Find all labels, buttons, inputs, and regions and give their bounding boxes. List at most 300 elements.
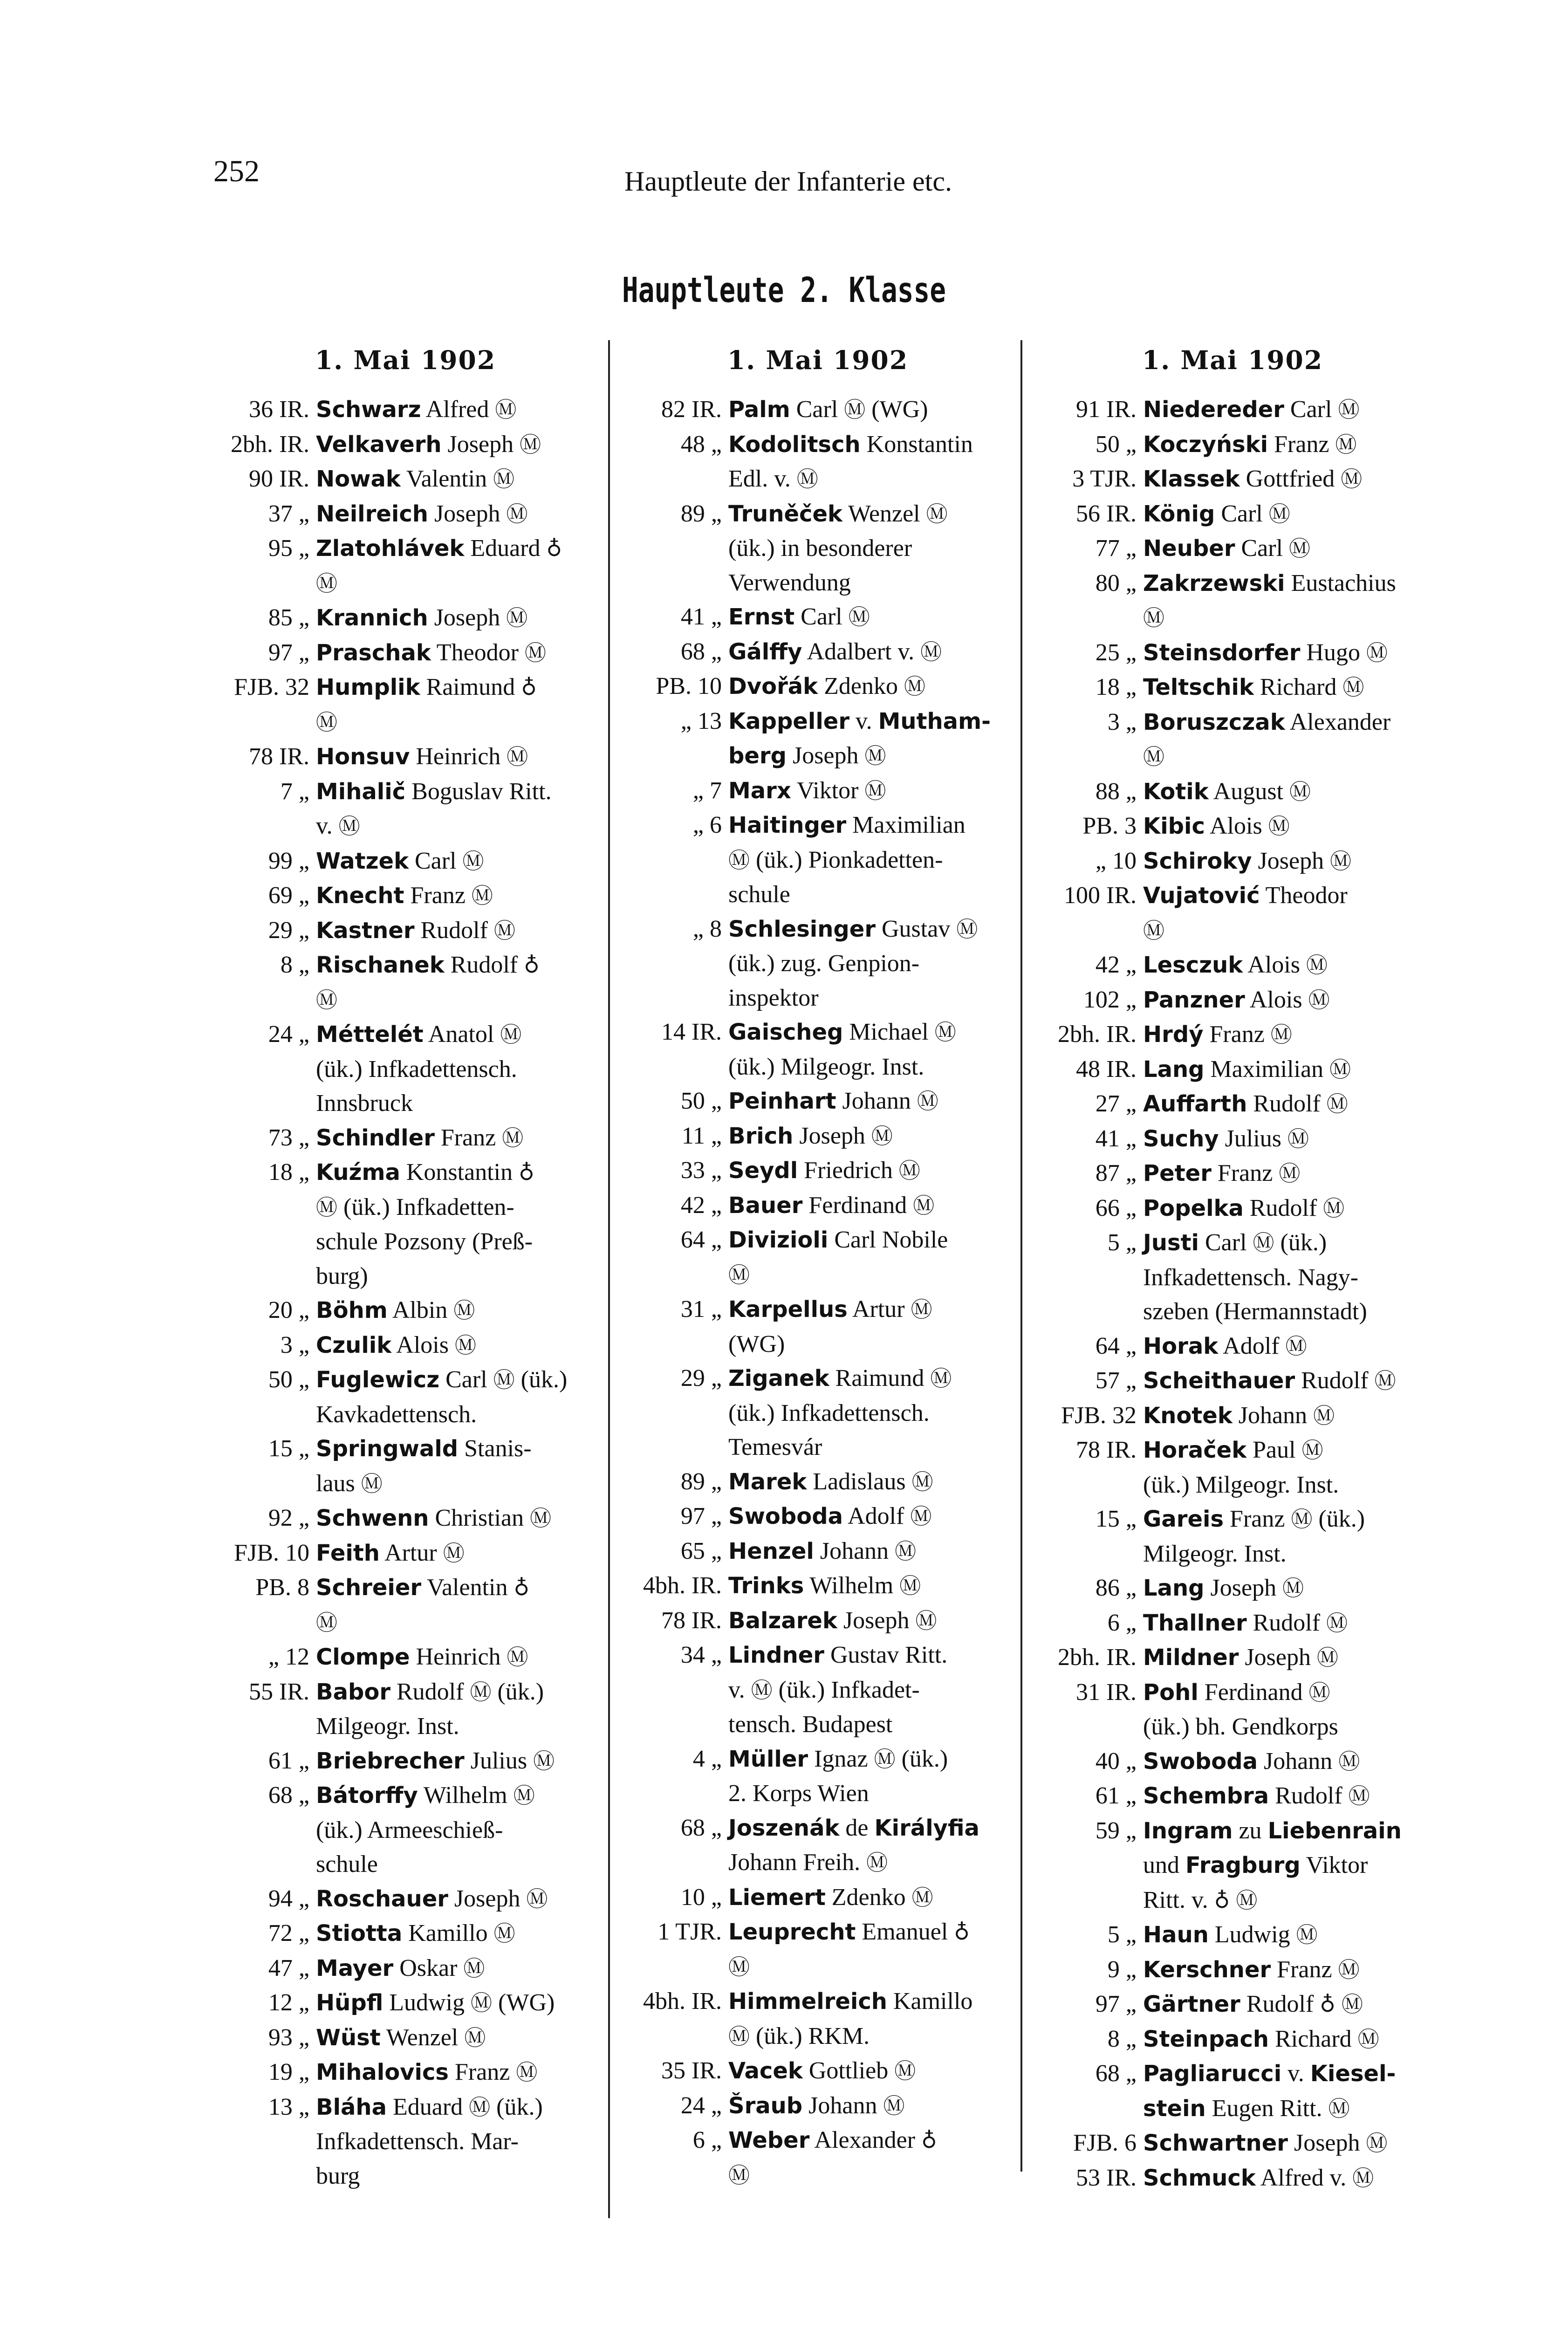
officer-entry-text: Milgeogr. Inst. [1143, 1540, 1287, 1567]
unit-designation [617, 2158, 728, 2193]
list-item [617, 808, 1018, 843]
officer-entry-text: Vacek Gottlieb Ⓜ [728, 2057, 916, 2084]
list-item [205, 392, 606, 427]
unit-designation: 88 „ [1095, 778, 1137, 805]
unit-designation [617, 566, 728, 600]
officer-entry-text: Watzek Carl Ⓜ [316, 847, 484, 874]
officer-entry-text: Schindler Franz Ⓜ [316, 1124, 524, 1151]
unit-designation [205, 1398, 316, 1432]
list-item [617, 1258, 1018, 1293]
list-item [1032, 1052, 1433, 1087]
officer-entry-text: Temesvár [728, 1434, 822, 1460]
list-item [1032, 670, 1433, 705]
officer-list [1032, 392, 1433, 2195]
unit-designation [205, 1605, 316, 1640]
unit-designation [1032, 1468, 1143, 1502]
list-item [1032, 1710, 1433, 1744]
officer-entry-text: Ingram zu Liebenrain [1143, 1817, 1402, 1844]
section-title: Hauptleute 2. Klasse [622, 270, 946, 310]
list-item [205, 1225, 606, 1259]
unit-designation: 20 „ [268, 1297, 309, 1323]
list-item [205, 1536, 606, 1571]
list-item [1032, 1502, 1433, 1537]
list-item [205, 705, 606, 740]
officer-entry-text: Lesczuk Alois Ⓜ [1143, 952, 1328, 978]
list-item [617, 1845, 1018, 1880]
officer-entry-text: Schmuck Alfred v. Ⓜ [1143, 2164, 1374, 2191]
unit-designation: „ 10 [1095, 847, 1137, 874]
unit-designation: 72 „ [268, 1920, 309, 1946]
officer-entry-text: Ⓜ [316, 709, 337, 735]
list-item [1032, 2161, 1433, 2196]
list-item [205, 1675, 606, 1710]
unit-designation: 61 „ [1095, 1782, 1137, 1809]
unit-designation: 50 „ [1095, 431, 1137, 458]
unit-designation: 24 „ [268, 1021, 309, 1048]
list-item [1032, 705, 1433, 740]
officer-entry-text: (ük.) in besonderer [728, 535, 912, 562]
unit-designation: 19 „ [268, 2059, 309, 2085]
list-item [1032, 1156, 1433, 1191]
list-item [617, 1292, 1018, 1327]
officer-entry-text: Zakrzewski Eustachius [1143, 569, 1396, 596]
list-item [1032, 1883, 1433, 1918]
officer-entry-text: schule Pozsony (Preß- [316, 1228, 533, 1255]
list-item [617, 427, 1018, 462]
unit-designation: 41 „ [680, 603, 722, 630]
list-item [205, 1605, 606, 1640]
unit-designation: 6 „ [692, 2127, 722, 2153]
unit-designation: 10 „ [680, 1884, 722, 1911]
unit-designation: 5 „ [1107, 1921, 1137, 1948]
officer-entry-text: Ⓜ (ük.) RKM. [728, 2022, 870, 2049]
officer-entry-text: Schwartner Joseph Ⓜ [1143, 2130, 1388, 2156]
officer-entry-text: Ziganek Raimund Ⓜ [728, 1365, 952, 1391]
unit-designation: FJB. 32 [234, 674, 309, 700]
unit-designation: 2bh. IR. [1058, 1644, 1137, 1671]
unit-designation: 86 „ [1095, 1575, 1137, 1601]
unit-designation: 18 „ [268, 1159, 309, 1186]
unit-designation: 35 IR. [661, 2057, 722, 2084]
unit-designation: 68 „ [268, 1782, 309, 1809]
list-item [617, 1188, 1018, 1223]
list-item [617, 669, 1018, 704]
unit-designation [617, 1673, 728, 1708]
unit-designation [1032, 601, 1143, 636]
unit-designation: 65 „ [680, 1537, 722, 1564]
officer-entry-text: Pohl Ferdinand Ⓜ [1143, 1679, 1330, 1706]
unit-designation: 4 „ [692, 1745, 722, 1772]
list-item [1032, 2022, 1433, 2057]
officer-entry-text: Gaischeg Michael Ⓜ [728, 1019, 956, 1045]
unit-designation [617, 2019, 728, 2054]
unit-designation: 15 „ [1095, 1506, 1137, 1532]
unit-designation [617, 843, 728, 878]
list-item [1032, 1571, 1433, 1606]
list-item [1032, 878, 1433, 913]
officer-entry-text: Popelka Rudolf Ⓜ [1143, 1194, 1345, 1221]
list-item [617, 1499, 1018, 1534]
list-item [1032, 636, 1433, 671]
officer-entry-text: Kavkadettensch. [316, 1401, 477, 1428]
officer-entry-text: (ük.) Milgeogr. Inst. [1143, 1471, 1339, 1498]
list-item [205, 1398, 606, 1432]
officer-entry-text: stein Eugen Ritt. Ⓜ [1143, 2095, 1350, 2122]
list-item [617, 635, 1018, 670]
officer-entry-text: Ⓜ [728, 1954, 750, 1980]
officer-entry-text: Marx Viktor Ⓜ [728, 777, 886, 804]
list-item [617, 1638, 1018, 1673]
officer-entry-text: Fuglewicz Carl Ⓜ (ük.) [316, 1366, 568, 1393]
officer-entry-text: Roschauer Joseph Ⓜ [316, 1885, 548, 1912]
unit-designation: 56 IR. [1076, 500, 1137, 527]
list-item [1032, 1122, 1433, 1157]
officer-entry-text: Böhm Albin Ⓜ [316, 1297, 475, 1323]
officer-entry-text: Trinks Wilhelm Ⓜ [728, 1572, 921, 1599]
unit-designation: PB. 3 [1082, 813, 1137, 839]
unit-designation [205, 1225, 316, 1259]
unit-designation: 25 „ [1095, 639, 1137, 666]
officer-entry-text: Ⓜ [728, 1262, 750, 1288]
officer-entry-text: Ernst Carl Ⓜ [728, 603, 870, 630]
list-item [205, 1916, 606, 1951]
officer-entry-text: Bauer Ferdinand Ⓜ [728, 1192, 935, 1219]
list-item [1032, 427, 1433, 462]
unit-designation [617, 981, 728, 1015]
list-item [1032, 1468, 1433, 1502]
list-item [1032, 462, 1433, 497]
officer-entry-text: Brich Joseph Ⓜ [728, 1122, 893, 1149]
list-item [1032, 2126, 1433, 2161]
list-item [1032, 740, 1433, 774]
officer-entry-text: Bláha Eduard Ⓜ (ük.) [316, 2093, 543, 2120]
column-date-heading: 1. Mai 1902 [1142, 345, 1323, 375]
unit-designation: 37 „ [268, 500, 309, 527]
list-item [617, 1327, 1018, 1362]
officer-entry-text: Verwendung [728, 569, 851, 596]
unit-designation: 64 „ [1095, 1332, 1137, 1359]
unit-designation: PB. 10 [656, 673, 722, 699]
officer-entry-text: Nowak Valentin Ⓜ [316, 466, 515, 492]
list-item [1032, 601, 1433, 636]
officer-entry-text: Leuprecht Emanuel ♁ [728, 1919, 970, 1945]
officer-entry-text: v. Ⓜ (ük.) Infkadet- [728, 1676, 920, 1703]
officer-entry-text: (ük.) zug. Genpion- [728, 950, 920, 977]
officer-entry-text: Müller Ignaz Ⓜ (ük.) [728, 1745, 948, 1772]
officer-entry-text: Méttelét Anatol Ⓜ [316, 1021, 522, 1048]
officer-entry-text: schule [316, 1851, 378, 1878]
column-2 [617, 345, 1018, 2193]
list-item [617, 2123, 1018, 2158]
list-item [617, 877, 1018, 912]
list-item [205, 1328, 606, 1363]
unit-designation [205, 809, 316, 844]
officer-entry-text: Schwenn Christian Ⓜ [316, 1505, 552, 1531]
unit-designation: 31 IR. [1076, 1679, 1137, 1706]
unit-designation: 14 IR. [661, 1019, 722, 1045]
unit-designation [1032, 1848, 1143, 1883]
unit-designation: 40 „ [1095, 1748, 1137, 1775]
officer-entry-text: Klassek Gottfried Ⓜ [1143, 466, 1363, 492]
officer-entry-text: und Fragburg Viktor [1143, 1852, 1368, 1878]
list-item [617, 1153, 1018, 1188]
unit-designation: 3 TJR. [1072, 466, 1137, 492]
officer-entry-text: Czulik Alois Ⓜ [316, 1331, 476, 1358]
officer-entry-text: Lang Maximilian Ⓜ [1143, 1055, 1351, 1083]
column-divider [608, 340, 610, 2218]
unit-designation: 2bh. IR. [231, 431, 309, 458]
officer-entry-text: Horak Adolf Ⓜ [1143, 1332, 1307, 1359]
unit-designation [205, 705, 316, 740]
officer-entry-text: Ⓜ [728, 2162, 750, 2188]
unit-designation: 12 „ [268, 1989, 309, 2016]
officer-entry-text: schule [728, 881, 790, 908]
officer-entry-text: König Carl Ⓜ [1143, 500, 1290, 527]
unit-designation [617, 946, 728, 981]
list-item [1032, 1953, 1433, 1987]
officer-entry-text: Henzel Johann Ⓜ [728, 1537, 917, 1564]
list-item [617, 946, 1018, 981]
list-item [205, 1467, 606, 1501]
unit-designation [1032, 913, 1143, 948]
unit-designation: 92 „ [268, 1505, 309, 1531]
list-item [617, 1465, 1018, 1500]
officer-entry-text: Lang Joseph Ⓜ [1143, 1575, 1304, 1601]
list-item [1032, 1433, 1433, 1468]
list-item [617, 1569, 1018, 1604]
list-item [205, 427, 606, 462]
officer-entry-text: Gareis Franz Ⓜ (ük.) [1143, 1506, 1365, 1532]
unit-designation: 89 „ [680, 500, 722, 527]
officer-entry-text: Horaček Paul Ⓜ [1143, 1437, 1323, 1463]
officer-entry-text: Kuźma Konstantin ♁ [316, 1159, 534, 1186]
list-item [1032, 1744, 1433, 1779]
officer-entry-text: Knecht Franz Ⓜ [316, 882, 493, 909]
unit-designation [205, 1086, 316, 1121]
list-item [205, 1709, 606, 1744]
officer-entry-text: Springwald Stanis- [316, 1435, 532, 1462]
officer-entry-text: Teltschik Richard Ⓜ [1143, 674, 1364, 700]
officer-entry-text: Krannich Joseph Ⓜ [316, 604, 528, 631]
column-date-heading: 1. Mai 1902 [727, 345, 909, 375]
list-item [1032, 1261, 1433, 1295]
officer-entry-text: Swoboda Johann Ⓜ [1143, 1748, 1360, 1775]
unit-designation [1032, 740, 1143, 774]
unit-designation: 18 „ [1095, 674, 1137, 700]
unit-designation: 1 TJR. [657, 1919, 722, 1945]
unit-designation: 90 IR. [249, 466, 309, 492]
officer-entry-text: Mihalič Boguslav Ritt. [316, 778, 552, 805]
list-item [617, 704, 1018, 739]
unit-designation: 6 „ [1107, 1609, 1137, 1636]
officer-entry-text: Praschak Theodor Ⓜ [316, 639, 546, 666]
officer-entry-text: Liemert Zdenko Ⓜ [728, 1884, 933, 1911]
unit-designation: 55 IR. [249, 1678, 309, 1705]
officer-entry-text: Infkadettensch. Nagy- [1143, 1264, 1359, 1291]
unit-designation: 53 IR. [1076, 2164, 1137, 2191]
list-item [205, 1259, 606, 1294]
officer-entry-text: Knotek Johann Ⓜ [1143, 1402, 1335, 1429]
unit-designation: 78 IR. [249, 743, 309, 770]
column-divider [1020, 340, 1022, 2172]
officer-entry-text: Weber Alexander ♁ [728, 2127, 937, 2153]
unit-designation: 5 „ [1107, 1229, 1137, 1256]
officer-entry-text: Koczyński Franz Ⓜ [1143, 431, 1357, 458]
list-item [617, 912, 1018, 947]
list-item [1032, 948, 1433, 983]
unit-designation [205, 1467, 316, 1501]
list-item [1032, 809, 1433, 844]
unit-designation [617, 1258, 728, 1293]
unit-designation: 68 „ [1095, 2060, 1137, 2087]
unit-designation [617, 1430, 728, 1465]
unit-designation: 95 „ [268, 535, 309, 562]
unit-designation: 66 „ [1095, 1194, 1137, 1221]
officer-entry-text: Boruszczak Alexander [1143, 708, 1391, 735]
list-item [617, 1050, 1018, 1084]
list-item [1032, 913, 1433, 948]
list-item [205, 566, 606, 601]
list-item [617, 1015, 1018, 1050]
officer-entry-text: szeben (Hermannstadt) [1143, 1298, 1367, 1325]
list-item [1032, 531, 1433, 566]
list-item [617, 1742, 1018, 1777]
officer-entry-text: burg) [316, 1262, 368, 1289]
unit-designation [617, 1776, 728, 1811]
unit-designation: 85 „ [268, 604, 309, 631]
list-item [205, 1640, 606, 1675]
unit-designation: 4bh. IR. [643, 1988, 722, 2015]
officer-entry-text: (ük.) Milgeogr. Inst. [728, 1053, 924, 1080]
unit-designation: 2bh. IR. [1058, 1021, 1137, 1048]
list-item [205, 844, 606, 879]
officer-entry-text: Neuber Carl Ⓜ [1143, 535, 1311, 562]
list-item [1032, 497, 1433, 532]
unit-designation [1032, 1261, 1143, 1295]
officer-entry-text: Ⓜ (ük.) Pionkadetten- [728, 846, 943, 873]
list-item [617, 1534, 1018, 1569]
officer-entry-text: Ⓜ [1143, 918, 1164, 943]
officer-entry-text: Zlatohlávek Eduard ♁ [316, 535, 562, 562]
officer-entry-text: Hrdý Franz Ⓜ [1143, 1021, 1292, 1048]
officer-entry-text: tensch. Budapest [728, 1711, 893, 1738]
list-item [205, 1986, 606, 2021]
unit-designation [205, 2124, 316, 2159]
unit-designation: FJB. 6 [1073, 2130, 1137, 2156]
officer-entry-text: Innsbruck [316, 1090, 413, 1117]
list-item [1032, 774, 1433, 809]
list-item [205, 1190, 606, 1225]
unit-designation: 78 IR. [1076, 1437, 1137, 1463]
officer-entry-text: Dvořák Zdenko Ⓜ [728, 673, 925, 699]
list-item [617, 1915, 1018, 1950]
unit-designation: 13 „ [268, 2093, 309, 2120]
list-item [617, 392, 1018, 427]
unit-designation: 77 „ [1095, 535, 1137, 562]
list-item [205, 1155, 606, 1190]
list-item [205, 1744, 606, 1779]
unit-designation [205, 2159, 316, 2193]
unit-designation: 4bh. IR. [643, 1572, 722, 1599]
unit-designation [617, 531, 728, 566]
unit-designation: 93 „ [268, 2024, 309, 2051]
officer-list [205, 392, 606, 2193]
unit-designation: 97 „ [1095, 1991, 1137, 2017]
unit-designation: 102 „ [1083, 986, 1137, 1013]
officer-entry-text: Niedereder Carl Ⓜ [1143, 396, 1360, 423]
officer-entry-text: Edl. v. Ⓜ [728, 466, 818, 492]
officer-entry-text: Peinhart Johann Ⓜ [728, 1088, 938, 1114]
officer-entry-text: Mayer Oskar Ⓜ [316, 1954, 485, 1981]
list-item [205, 774, 606, 809]
unit-designation: 73 „ [268, 1124, 309, 1151]
unit-designation: 87 „ [1095, 1160, 1137, 1186]
list-item [205, 1293, 606, 1328]
unit-designation: 8 „ [280, 952, 309, 978]
unit-designation: 8 „ [1107, 2025, 1137, 2052]
officer-entry-text: Rischanek Rudolf ♁ [316, 952, 540, 978]
unit-designation [205, 983, 316, 1018]
unit-designation: 78 IR. [661, 1607, 722, 1634]
unit-designation: 41 „ [1095, 1125, 1137, 1152]
officer-entry-text: Justi Carl Ⓜ (ük.) [1143, 1229, 1327, 1256]
unit-designation [617, 1707, 728, 1742]
officer-entry-text: Kodolitsch Konstantin [728, 431, 973, 458]
list-item [205, 2090, 606, 2125]
unit-designation: 3 „ [1107, 708, 1137, 735]
officer-entry-text: Himmelreich Kamillo [728, 1988, 973, 2015]
list-item [1032, 392, 1433, 427]
list-item [617, 1950, 1018, 1985]
unit-designation [617, 1396, 728, 1431]
list-item [617, 531, 1018, 566]
column-3 [1032, 345, 1433, 2195]
officer-entry-text: Palm Carl Ⓜ (WG) [728, 396, 928, 423]
list-item [205, 601, 606, 636]
unit-designation [617, 877, 728, 912]
list-item [617, 566, 1018, 600]
unit-designation: 3 „ [280, 1331, 309, 1358]
officer-entry-text: Peter Franz Ⓜ [1143, 1160, 1301, 1186]
unit-designation: „ 7 [692, 777, 722, 804]
list-item [205, 670, 606, 705]
unit-designation [617, 739, 728, 774]
unit-designation [1032, 2091, 1143, 2126]
list-item [1032, 1017, 1433, 1052]
list-item [205, 1121, 606, 1156]
list-item [205, 2124, 606, 2159]
unit-designation: „ 6 [692, 812, 722, 838]
list-item [617, 1673, 1018, 1708]
unit-designation: 97 „ [680, 1503, 722, 1529]
unit-designation: 97 „ [268, 639, 309, 666]
list-item [1032, 1398, 1433, 1433]
officer-entry-text: Lindner Gustav Ritt. [728, 1642, 948, 1668]
list-item [1032, 1987, 1433, 2022]
unit-designation: 80 „ [1095, 569, 1137, 596]
list-item [1032, 1329, 1433, 1364]
officer-entry-text: Ⓜ (ük.) Infkadetten- [316, 1193, 514, 1220]
officer-entry-text: Neilreich Joseph Ⓜ [316, 500, 528, 527]
list-item [205, 913, 606, 948]
unit-designation [205, 566, 316, 601]
officer-entry-text: Panzner Alois Ⓜ [1143, 986, 1330, 1013]
unit-designation: 94 „ [268, 1885, 309, 1912]
list-item [1032, 983, 1433, 1018]
unit-designation [205, 1052, 316, 1087]
unit-designation: 7 „ [280, 778, 309, 805]
officer-entry-text: Kerschner Franz Ⓜ [1143, 1956, 1360, 1983]
